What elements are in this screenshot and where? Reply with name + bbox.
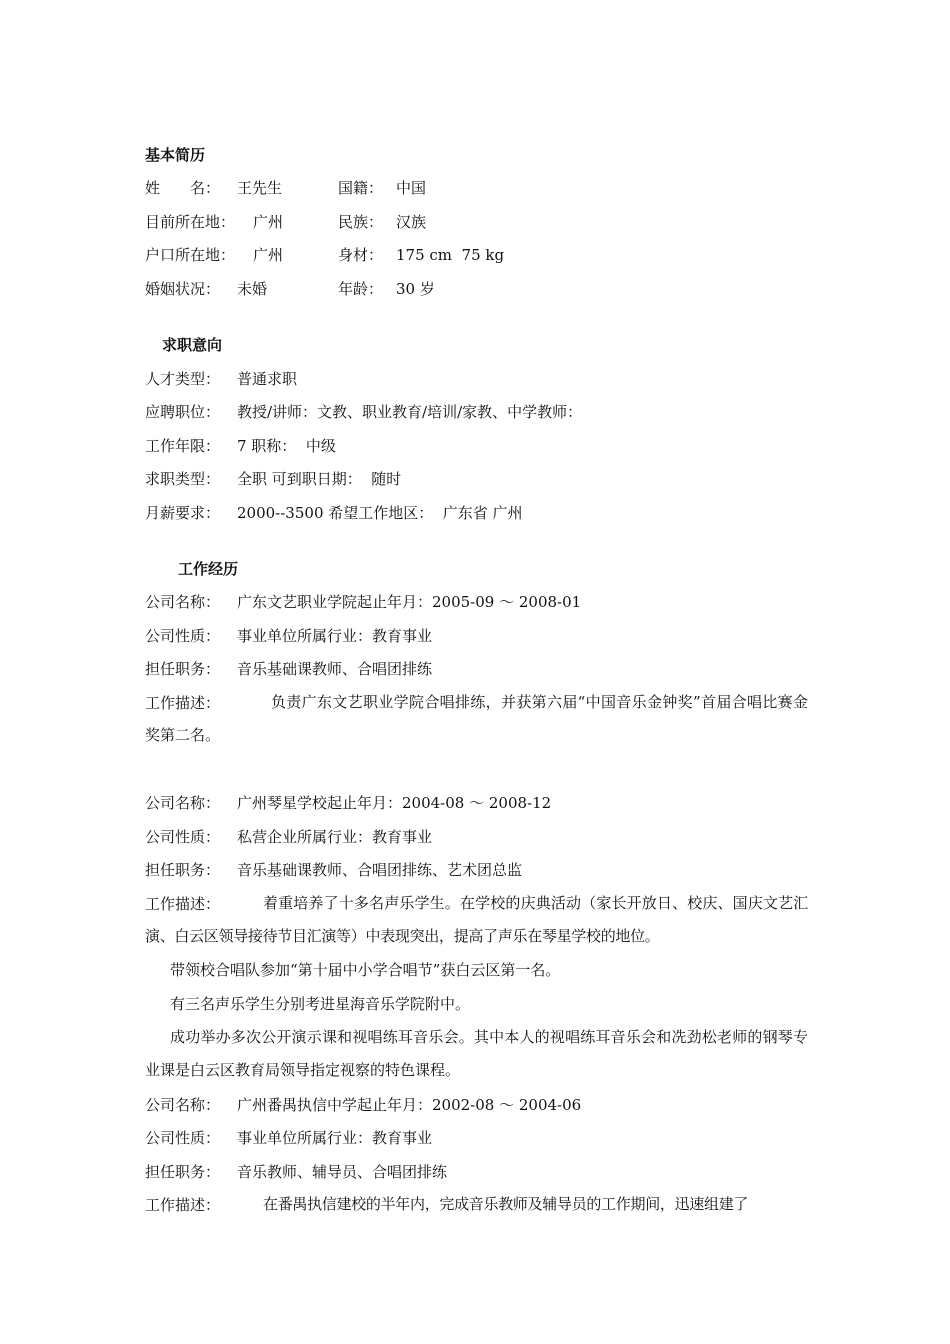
location-label: 目前所在地： bbox=[145, 213, 236, 231]
job-role-value: 音乐教师、辅导员、合唱团排练 bbox=[237, 1163, 448, 1181]
type-value: 全职 可到职日期： 随时 bbox=[237, 470, 402, 488]
body-value: 175 cm 75 kg bbox=[396, 246, 505, 264]
type-label: 求职类型： bbox=[145, 470, 221, 488]
talent-label: 人才类型： bbox=[145, 370, 221, 388]
job-nature-value: 私营企业所属行业：教育事业 bbox=[237, 828, 433, 846]
salary-label: 月薪要求： bbox=[145, 504, 221, 522]
job-company-label: 公司名称： bbox=[145, 794, 221, 812]
talent-value: 普通求职 bbox=[237, 370, 298, 388]
job-nature-label: 公司性质： bbox=[145, 627, 221, 645]
hukou-label: 户口所在地： bbox=[145, 246, 236, 264]
hukou-value: 广州 bbox=[253, 246, 284, 264]
job-desc-label: 工作描述： bbox=[145, 694, 221, 712]
ethnicity-value: 汉族 bbox=[396, 213, 427, 231]
job-desc-paragraph: 有三名声乐学生分别考进星海音乐学院附中。 bbox=[170, 995, 471, 1013]
name-value: 王先生 bbox=[237, 179, 283, 197]
job-desc-paragraph: 着重培养了十多名声乐学生。在学校的庆典活动（家长开放日、校庆、国庆文艺汇演、白云区领导接待节目汇演等）中表现突出，提高了声乐在琴星学校的地位。 bbox=[145, 894, 808, 945]
marital-label: 婚姻状况： bbox=[145, 280, 221, 298]
job-role-label: 担任职务： bbox=[145, 861, 221, 879]
age-value: 30 岁 bbox=[396, 280, 435, 298]
location-value: 广州 bbox=[253, 213, 284, 231]
job-nature-value: 事业单位所属行业：教育事业 bbox=[237, 1129, 433, 1147]
job-nature-value: 事业单位所属行业：教育事业 bbox=[237, 627, 433, 645]
job-desc-paragraph: 负责广东文艺职业学院合唱排练，并获第六届“中国音乐金钟奖”首届合唱比赛金奖第二名。 bbox=[145, 693, 808, 744]
job-desc-paragraph: 成功举办多次公开演示课和视唱练耳音乐会。其中本人的视唱练耳音乐会和冼劲松老师的钢琴专业课是白云区教育局领导指定视察的特色课程。 bbox=[145, 1028, 808, 1079]
job-desc-paragraph: 在番禺执信建校的半年内，完成音乐教师及辅导员的工作期间，迅速组建了 bbox=[263, 1195, 749, 1213]
position-value: 教授/讲师：文教、职业教育/培训/家教、中学教师： bbox=[237, 403, 583, 421]
job-company-label: 公司名称： bbox=[145, 1096, 221, 1114]
job-company-value: 广州琴星学校起止年月：2004-08 ～ 2008-12 bbox=[237, 794, 552, 812]
years-label: 工作年限： bbox=[145, 437, 221, 455]
job-nature-label: 公司性质： bbox=[145, 1129, 221, 1147]
job-company-label: 公司名称： bbox=[145, 593, 221, 611]
body-label: 身材： bbox=[338, 246, 384, 264]
job-role-value: 音乐基础课教师、合唱团排练 bbox=[237, 660, 433, 678]
name-label: 姓 名： bbox=[145, 179, 221, 197]
job-nature-label: 公司性质： bbox=[145, 828, 221, 846]
nationality-label: 国籍： bbox=[338, 179, 384, 197]
job-company-value: 广东文艺职业学院起止年月：2005-09 ～ 2008-01 bbox=[237, 593, 582, 611]
marital-value: 未婚 bbox=[237, 280, 268, 298]
age-label: 年龄： bbox=[338, 280, 384, 298]
job-company-value: 广州番禺执信中学起止年月：2002-08 ～ 2004-06 bbox=[237, 1096, 582, 1114]
ethnicity-label: 民族： bbox=[338, 213, 384, 231]
salary-value: 2000--3500 希望工作地区： 广东省 广州 bbox=[237, 504, 523, 522]
section-heading-intent: 求职意向 bbox=[162, 336, 223, 354]
job-role-label: 担任职务： bbox=[145, 1163, 221, 1181]
nationality-value: 中国 bbox=[396, 179, 427, 197]
job-desc-label: 工作描述： bbox=[145, 1196, 221, 1214]
job-role-label: 担任职务： bbox=[145, 660, 221, 678]
years-value: 7 职称： 中级 bbox=[237, 437, 336, 455]
section-heading-basic: 基本简历 bbox=[145, 146, 206, 164]
job-desc-paragraph: 带领校合唱队参加“第十届中小学合唱节”获白云区第一名。 bbox=[170, 961, 561, 979]
job-role-value: 音乐基础课教师、合唱团排练、艺术团总监 bbox=[237, 861, 523, 879]
job-desc-label: 工作描述： bbox=[145, 895, 221, 913]
position-label: 应聘职位： bbox=[145, 403, 221, 421]
section-heading-experience: 工作经历 bbox=[178, 560, 239, 578]
